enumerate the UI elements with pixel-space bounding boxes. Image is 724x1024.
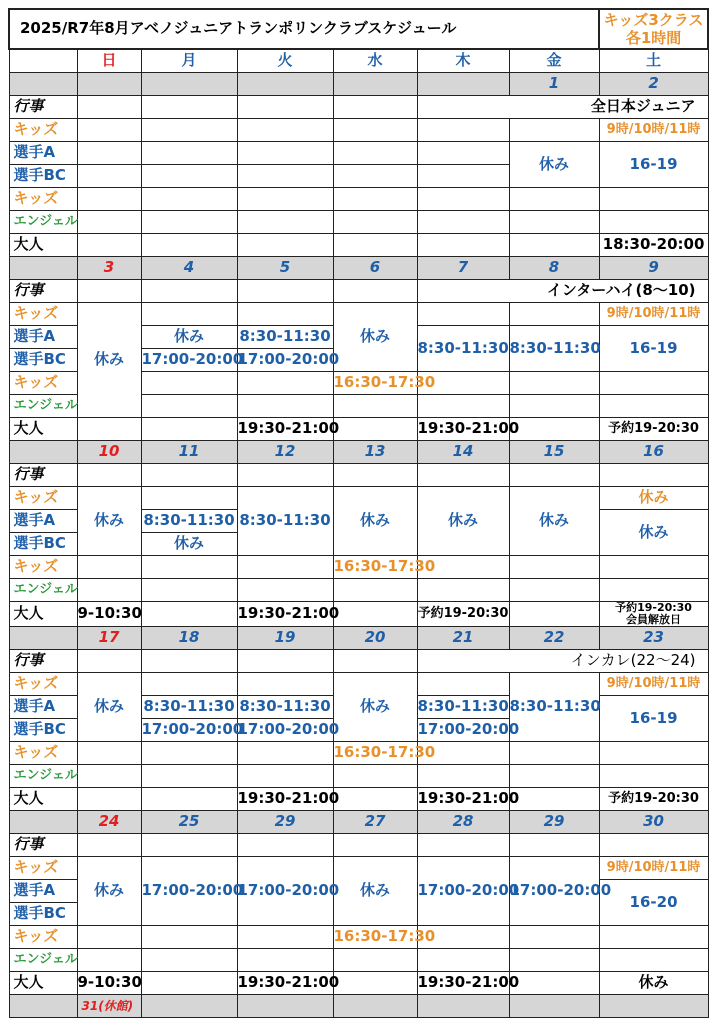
athlete-thu: 17:00-20:00	[417, 857, 509, 926]
row-label-event: 行事	[9, 96, 77, 119]
athlete-thu-a: 8:30-11:30	[417, 696, 509, 719]
date-cell: 11	[141, 441, 237, 464]
dow-sat: 土	[599, 49, 708, 73]
date-cell	[237, 73, 333, 96]
kids2-wed: 16:30-17:30	[333, 742, 417, 765]
adult-sat: 予約19-20:30	[599, 788, 708, 811]
date-cell: 2	[599, 73, 708, 96]
week-1-event-row	[9, 96, 708, 119]
row-label-adult: 大人	[9, 234, 77, 257]
athlete-sat: 16-19	[599, 696, 708, 742]
week-4-kids-row	[9, 673, 708, 696]
adult-sat	[599, 602, 708, 627]
corner-cell	[9, 49, 77, 73]
week-3-angel-row	[9, 579, 708, 602]
athlete-tue: 17:00-20:00	[237, 857, 333, 926]
date-cell: 15	[509, 441, 599, 464]
week-3-kids2-row	[9, 556, 708, 579]
row-label-event: 行事	[9, 280, 77, 303]
row-label-athlete-bc: 選手BC	[9, 903, 77, 926]
date-cell: 29	[509, 811, 599, 834]
athlete-mon-a: 8:30-11:30	[141, 510, 237, 533]
date-cell: 20	[333, 627, 417, 650]
row-label-kids2: キッズ	[9, 926, 77, 949]
week-3-dates	[9, 441, 708, 464]
athlete-tue-bc: 17:00-20:00	[237, 349, 333, 372]
row-label-adult: 大人	[9, 602, 77, 627]
schedule-title: 2025/R7年8月アベノジュニアトランポリンクラブスケジュール	[9, 9, 599, 49]
week-5-kids2-row	[9, 926, 708, 949]
row-label-kids2: キッズ	[9, 742, 77, 765]
adult-thu: 19:30-21:00	[417, 972, 509, 995]
dow-wed: 水	[333, 49, 417, 73]
kids-sat: 9時/10時/11時	[599, 119, 708, 142]
athlete-fri: 休み	[509, 142, 599, 188]
athlete-wed: 休み	[333, 487, 417, 556]
row-label-adult: 大人	[9, 972, 77, 995]
date-cell: 16	[599, 441, 708, 464]
athlete-fri: 休み	[509, 487, 599, 556]
row-label-athlete-a: 選手A	[9, 880, 77, 903]
date-cell: 19	[237, 627, 333, 650]
date-cell	[417, 73, 509, 96]
dow-mon: 月	[141, 49, 237, 73]
athlete-sun: 休み	[77, 673, 141, 742]
athlete-mon: 17:00-20:00	[141, 857, 237, 926]
athlete-mon-bc: 17:00-20:00	[141, 349, 237, 372]
date-cell: 5	[237, 257, 333, 280]
date-cell: 4	[141, 257, 237, 280]
row-label-athlete-bc: 選手BC	[9, 533, 77, 556]
athlete-sun: 休み	[77, 857, 141, 926]
week-1-dates	[9, 73, 708, 96]
kids-sat: 9時/10時/11時	[599, 673, 708, 696]
date-cell: 13	[333, 441, 417, 464]
kids2-wed: 16:30-17:30	[333, 372, 417, 395]
week-3-event-row	[9, 464, 708, 487]
date-cell: 17	[77, 627, 141, 650]
week-5-dates	[9, 811, 708, 834]
week-1-adult-row	[9, 234, 708, 257]
week-3-adult-row	[9, 602, 708, 627]
date-cell	[141, 73, 237, 96]
schedule-table	[8, 8, 709, 1018]
footer-row	[9, 995, 708, 1018]
event-text: インカレ(22～24)	[417, 650, 708, 673]
week-5-kids-row	[9, 857, 708, 880]
week-1-angel-row	[9, 211, 708, 234]
athlete-thu-bc: 17:00-20:00	[417, 719, 509, 742]
athlete-tue: 8:30-11:30	[237, 487, 333, 556]
week-2-adult-row	[9, 418, 708, 441]
week-4-event-row	[9, 650, 708, 673]
row-label-event: 行事	[9, 464, 77, 487]
row-label-angel: エンジェル	[9, 395, 77, 418]
athlete-sun: 休み	[77, 487, 141, 556]
row-label-kids2: キッズ	[9, 188, 77, 211]
adult-sun: 9-10:30	[77, 602, 141, 627]
athlete-sat: 16-20	[599, 880, 708, 926]
date-cell: 9	[599, 257, 708, 280]
kids-sat: 9時/10時/11時	[599, 857, 708, 880]
week-4-dates	[9, 627, 708, 650]
kids-sat: 休み	[599, 487, 708, 510]
date-cell: 7	[417, 257, 509, 280]
adult-thu: 予約19-20:30	[417, 602, 509, 627]
adult-sat: 18:30-20:00	[599, 234, 708, 257]
row-label-athlete-a: 選手A	[9, 326, 77, 349]
week-4-kids2-row	[9, 742, 708, 765]
kids-class-note	[599, 9, 708, 49]
row-label-athlete-a: 選手A	[9, 510, 77, 533]
week-2-dates	[9, 257, 708, 280]
date-cell: 3	[77, 257, 141, 280]
athlete-tue-a: 8:30-11:30	[237, 326, 333, 349]
athlete-mon-bc: 休み	[141, 533, 237, 556]
event-text: インターハイ(8～10)	[417, 280, 708, 303]
date-cell: 29	[237, 811, 333, 834]
date-cell: 14	[417, 441, 509, 464]
date-cell: 27	[333, 811, 417, 834]
athlete-thu: 休み	[417, 487, 509, 556]
kids2-wed: 16:30-17:30	[333, 556, 417, 579]
dow-sun: 日	[77, 49, 141, 73]
row-label-kids: キッズ	[9, 119, 77, 142]
row-label-event: 行事	[9, 650, 77, 673]
athlete-sat: 16-19	[599, 142, 708, 188]
row-label-athlete-a: 選手A	[9, 142, 77, 165]
athlete-sat: 休み	[599, 510, 708, 556]
row-label-kids: キッズ	[9, 857, 77, 880]
date-cell: 6	[333, 257, 417, 280]
date-cell: 8	[509, 257, 599, 280]
row-label-kids: キッズ	[9, 673, 77, 696]
date-row-label	[9, 441, 77, 464]
row-label-adult: 大人	[9, 788, 77, 811]
row-label-athlete-bc: 選手BC	[9, 165, 77, 188]
week-4-angel-row	[9, 765, 708, 788]
adult-thu: 19:30-21:00	[417, 418, 509, 441]
closed-day-note: 31(休館)	[77, 995, 141, 1018]
week-1-kids-row	[9, 119, 708, 142]
athlete-mon-a: 休み	[141, 326, 237, 349]
date-cell	[333, 73, 417, 96]
date-row-label	[9, 73, 77, 96]
event-text: 全日本ジュニア	[417, 96, 708, 119]
adult-tue: 19:30-21:00	[237, 972, 333, 995]
date-cell: 25	[141, 811, 237, 834]
dow-fri: 金	[509, 49, 599, 73]
date-cell	[77, 73, 141, 96]
adult-sun: 9-10:30	[77, 972, 141, 995]
date-cell: 10	[77, 441, 141, 464]
athlete-fri: 8:30-11:30	[509, 673, 599, 742]
row-label-angel: エンジェル	[9, 765, 77, 788]
date-cell: 28	[417, 811, 509, 834]
adult-tue: 19:30-21:00	[237, 418, 333, 441]
row-label-adult: 大人	[9, 418, 77, 441]
adult-sat: 休み	[599, 972, 708, 995]
row-label-kids2: キッズ	[9, 556, 77, 579]
week-3-kids-row	[9, 487, 708, 510]
dow-tue: 火	[237, 49, 333, 73]
week-2-kids-row	[9, 303, 708, 326]
date-cell: 24	[77, 811, 141, 834]
week-5-event-row	[9, 834, 708, 857]
week-1-kids2-row	[9, 188, 708, 211]
adult-tue: 19:30-21:00	[237, 788, 333, 811]
week-5-adult-row	[9, 972, 708, 995]
date-row-label	[9, 811, 77, 834]
athlete-mon-a: 8:30-11:30	[141, 696, 237, 719]
row-label-angel: エンジェル	[9, 211, 77, 234]
athlete-sun: 休み	[77, 303, 141, 418]
kids-class-note-text: キッズ3クラス 各1時間	[603, 11, 704, 47]
week-2-event-row	[9, 280, 708, 303]
row-label-athlete-bc: 選手BC	[9, 349, 77, 372]
date-cell: 18	[141, 627, 237, 650]
dow-thu: 木	[417, 49, 509, 73]
adult-sat: 予約19-20:30	[599, 418, 708, 441]
athlete-fri: 8:30-11:30	[509, 326, 599, 372]
date-cell: 1	[509, 73, 599, 96]
athlete-fri: 17:00-20:00	[509, 857, 599, 926]
adult-tue: 19:30-21:00	[237, 602, 333, 627]
week-1-athlete-a-row	[9, 142, 708, 165]
date-row-label	[9, 257, 77, 280]
kids2-wed: 16:30-17:30	[333, 926, 417, 949]
row-label-kids: キッズ	[9, 487, 77, 510]
row-label-angel: エンジェル	[9, 949, 77, 972]
row-label-kids2: キッズ	[9, 372, 77, 395]
adult-sat-text: 予約19-20:30 会員解放日	[615, 601, 692, 627]
row-label-event: 行事	[9, 834, 77, 857]
adult-thu: 19:30-21:00	[417, 788, 509, 811]
week-5-angel-row	[9, 949, 708, 972]
athlete-tue-a: 8:30-11:30	[237, 696, 333, 719]
day-of-week-header	[9, 49, 708, 73]
athlete-wed: 休み	[333, 857, 417, 926]
footer-label	[9, 995, 77, 1018]
date-cell: 23	[599, 627, 708, 650]
athlete-sat: 16-19	[599, 326, 708, 372]
row-label-athlete-bc: 選手BC	[9, 719, 77, 742]
row-label-angel: エンジェル	[9, 579, 77, 602]
row-label-athlete-a: 選手A	[9, 696, 77, 719]
athlete-wed: 休み	[333, 673, 417, 742]
date-row-label	[9, 627, 77, 650]
athlete-mon-bc: 17:00-20:00	[141, 719, 237, 742]
date-cell: 22	[509, 627, 599, 650]
athlete-tue-bc: 17:00-20:00	[237, 719, 333, 742]
row-label-kids: キッズ	[9, 303, 77, 326]
date-cell: 30	[599, 811, 708, 834]
date-cell: 21	[417, 627, 509, 650]
date-cell: 12	[237, 441, 333, 464]
athlete-thu: 8:30-11:30	[417, 326, 509, 372]
kids-sat: 9時/10時/11時	[599, 303, 708, 326]
athlete-wed: 休み	[333, 303, 417, 372]
week-4-adult-row	[9, 788, 708, 811]
